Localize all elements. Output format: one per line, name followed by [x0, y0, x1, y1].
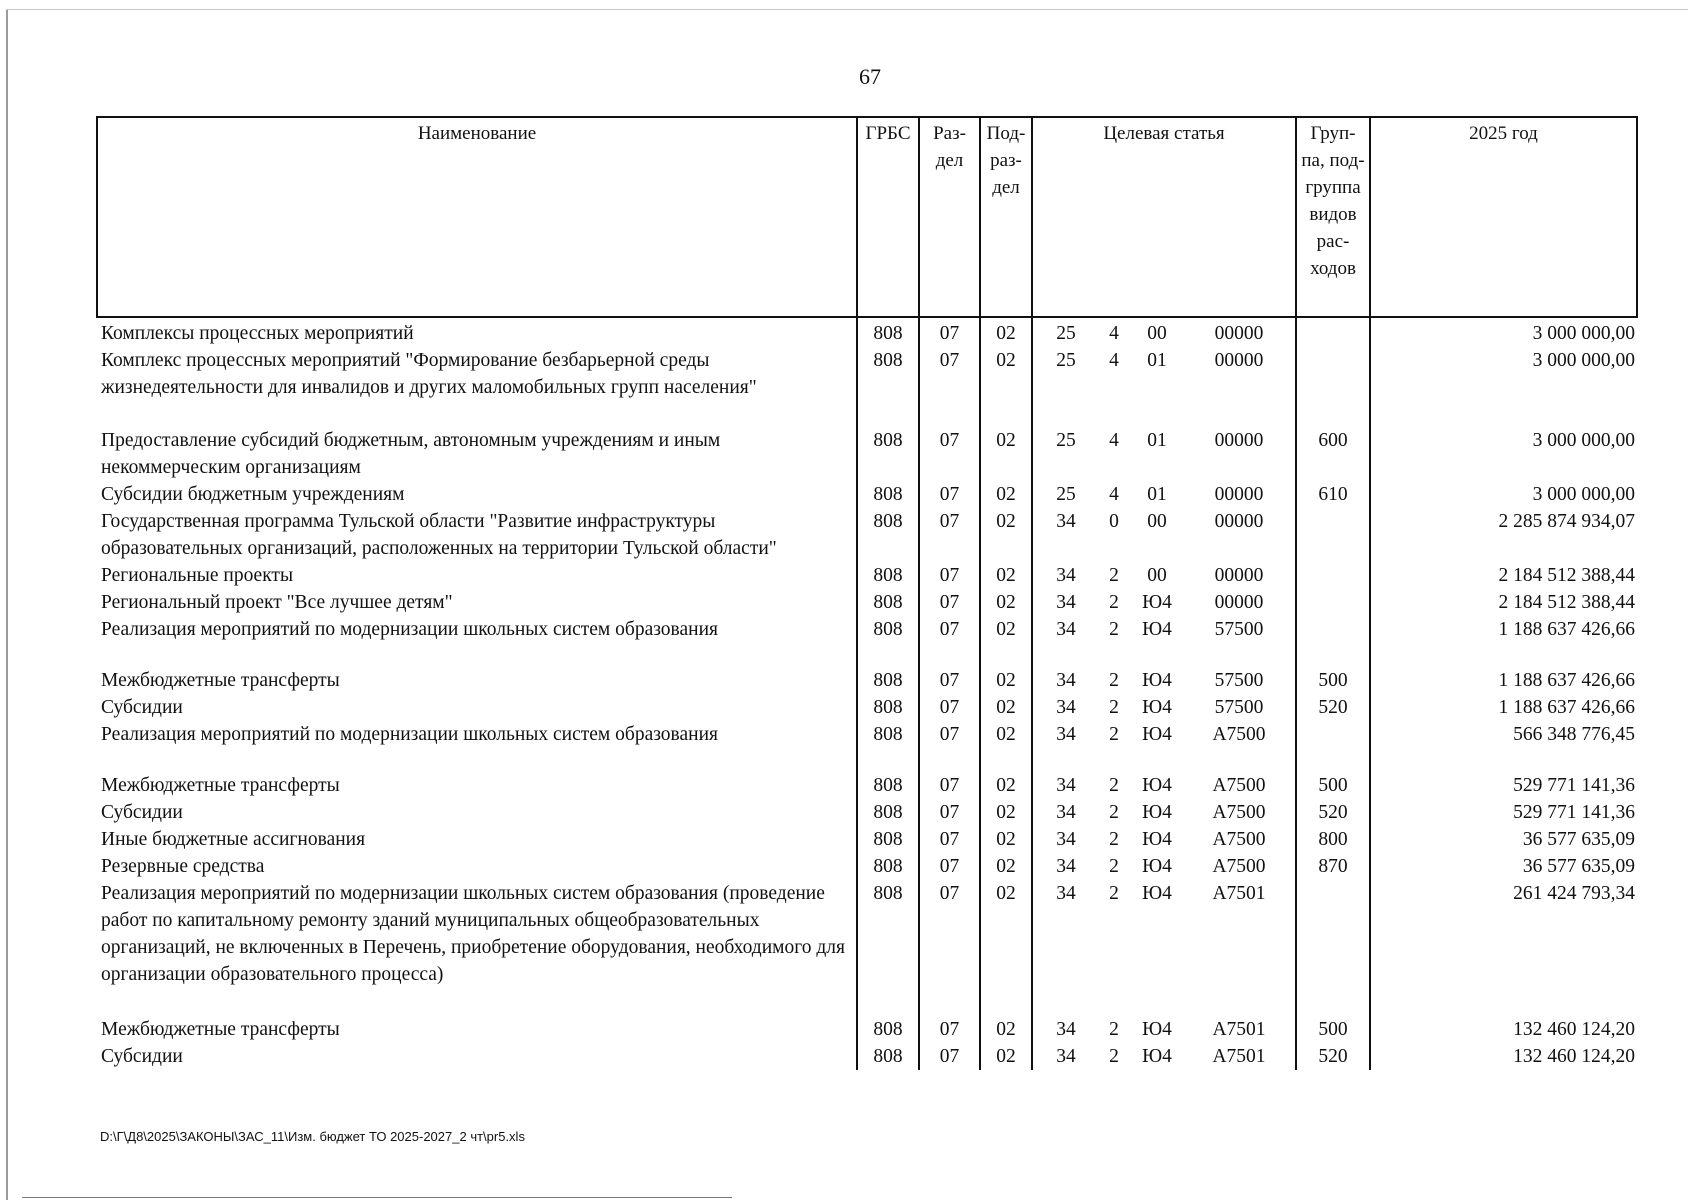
row-grbs: 808	[857, 1016, 919, 1043]
spacer-cell	[980, 401, 1032, 427]
target-article-t4: 00000	[1214, 323, 1264, 344]
target-article-t1: 34	[1056, 883, 1076, 904]
table-row	[97, 880, 1637, 988]
table-row	[97, 589, 1637, 616]
target-article-t2: 2	[1109, 619, 1119, 640]
spacer-cell	[1296, 643, 1370, 667]
row-podrazdel: 02	[980, 427, 1032, 481]
target-article-t2: 4	[1109, 430, 1119, 451]
target-article-t1: 34	[1056, 619, 1076, 640]
row-group	[1296, 317, 1370, 347]
target-article-t3: 00	[1147, 565, 1167, 586]
target-article-t4: 57500	[1214, 619, 1264, 640]
header-grbs	[857, 117, 919, 317]
target-article-t2: 2	[1109, 592, 1119, 613]
row-podrazdel: 02	[980, 826, 1032, 853]
row-razdel: 07	[919, 589, 980, 616]
row-grbs: 808	[857, 826, 919, 853]
row-razdel: 07	[919, 853, 980, 880]
row-group: 520	[1296, 799, 1370, 826]
spacer-cell	[97, 988, 857, 1016]
target-article-parts	[1033, 427, 1295, 454]
table-row	[97, 481, 1637, 508]
row-podrazdel: 02	[980, 880, 1032, 988]
row-grbs: 808	[857, 427, 919, 481]
row-target-article	[1032, 347, 1296, 401]
target-article-t3: Ю4	[1142, 697, 1172, 718]
row-name: Комплексы процессных мероприятий	[97, 317, 857, 347]
table-row	[97, 427, 1637, 481]
row-grbs: 808	[857, 721, 919, 748]
row-podrazdel: 02	[980, 347, 1032, 401]
row-group: 610	[1296, 481, 1370, 508]
target-article-t4: А7500	[1212, 775, 1266, 796]
row-amount: 36 577 635,09	[1370, 853, 1637, 880]
row-group: 520	[1296, 694, 1370, 721]
target-article-t1: 34	[1056, 511, 1076, 532]
target-article-t3: Ю4	[1142, 1019, 1172, 1040]
row-group	[1296, 589, 1370, 616]
header-target-label: Целевая статья	[1103, 123, 1225, 144]
target-article-t1: 34	[1056, 1019, 1076, 1040]
spacer-cell	[919, 748, 980, 772]
row-razdel: 07	[919, 1043, 980, 1070]
target-article-t4: 57500	[1214, 670, 1264, 691]
target-article-parts	[1033, 481, 1295, 508]
row-grbs: 808	[857, 616, 919, 643]
target-article-t3: 00	[1147, 511, 1167, 532]
row-podrazdel: 02	[980, 562, 1032, 589]
row-podrazdel: 02	[980, 694, 1032, 721]
row-razdel: 07	[919, 721, 980, 748]
spacer-cell	[1370, 748, 1637, 772]
row-target-article	[1032, 508, 1296, 562]
target-article-t4: 00000	[1214, 511, 1264, 532]
table-row	[97, 853, 1637, 880]
row-target-article	[1032, 880, 1296, 988]
target-article-parts	[1033, 320, 1295, 347]
row-razdel: 07	[919, 667, 980, 694]
row-razdel: 07	[919, 562, 980, 589]
row-target-article	[1032, 853, 1296, 880]
target-article-parts	[1033, 616, 1295, 643]
target-article-t1: 25	[1056, 350, 1076, 371]
spacer-cell	[919, 988, 980, 1016]
target-article-t3: Ю4	[1142, 724, 1172, 745]
target-article-t4: А7500	[1212, 829, 1266, 850]
row-amount: 36 577 635,09	[1370, 826, 1637, 853]
row-group	[1296, 562, 1370, 589]
row-grbs: 808	[857, 562, 919, 589]
row-razdel: 07	[919, 317, 980, 347]
target-article-parts	[1033, 694, 1295, 721]
spacer-cell	[97, 643, 857, 667]
row-grbs: 808	[857, 347, 919, 401]
row-podrazdel: 02	[980, 667, 1032, 694]
row-target-article	[1032, 667, 1296, 694]
header-grbs-label: ГРБС	[865, 123, 911, 144]
target-article-t3: Ю4	[1142, 802, 1172, 823]
spacer-cell	[1032, 643, 1296, 667]
target-article-t3: 00	[1147, 323, 1167, 344]
row-amount: 529 771 141,36	[1370, 772, 1637, 799]
spacer-cell	[1370, 643, 1637, 667]
row-amount: 3 000 000,00	[1370, 347, 1637, 401]
row-podrazdel: 02	[980, 589, 1032, 616]
spacer-cell	[1032, 401, 1296, 427]
scan-edge-left	[6, 10, 8, 1200]
target-article-t3: Ю4	[1142, 829, 1172, 850]
target-article-t2: 4	[1109, 350, 1119, 371]
spacer-cell	[857, 401, 919, 427]
target-article-t4: А7500	[1212, 856, 1266, 877]
row-name: Субсидии бюджетным учреждениям	[97, 481, 857, 508]
row-name: Субсидии	[97, 1043, 857, 1070]
target-article-t3: 01	[1147, 350, 1167, 371]
target-article-t1: 34	[1056, 1046, 1076, 1067]
row-podrazdel: 02	[980, 853, 1032, 880]
spacer-cell	[919, 401, 980, 427]
target-article-t2: 2	[1109, 775, 1119, 796]
row-name: Межбюджетные трансферты	[97, 667, 857, 694]
table-row	[97, 616, 1637, 643]
header-podrazdel-label: Под- раз- дел	[986, 123, 1026, 198]
target-article-t2: 2	[1109, 1046, 1119, 1067]
header-razdel-label: Раз- дел	[933, 123, 966, 171]
target-article-t4: А7501	[1212, 1046, 1266, 1067]
spacer-cell	[980, 748, 1032, 772]
row-group	[1296, 508, 1370, 562]
target-article-t2: 2	[1109, 724, 1119, 745]
table-row	[97, 317, 1637, 347]
row-name: Региональные проекты	[97, 562, 857, 589]
target-article-parts	[1033, 721, 1295, 748]
target-article-t1: 25	[1056, 323, 1076, 344]
row-target-article	[1032, 799, 1296, 826]
row-razdel: 07	[919, 826, 980, 853]
row-razdel: 07	[919, 694, 980, 721]
row-grbs: 808	[857, 880, 919, 988]
row-group	[1296, 880, 1370, 988]
target-article-parts	[1033, 1016, 1295, 1043]
row-name: Региональный проект "Все лучшее детям"	[97, 589, 857, 616]
row-target-article	[1032, 427, 1296, 481]
spacer-cell	[1296, 748, 1370, 772]
row-target-article	[1032, 562, 1296, 589]
row-name: Предоставление субсидий бюджетным, автономным учреждениям и иным некоммерческим организациям	[97, 427, 857, 481]
target-article-t2: 2	[1109, 697, 1119, 718]
row-razdel: 07	[919, 481, 980, 508]
target-article-t3: Ю4	[1142, 856, 1172, 877]
page-number: 67	[859, 64, 881, 89]
row-amount: 566 348 776,45	[1370, 721, 1637, 748]
row-podrazdel: 02	[980, 616, 1032, 643]
row-grbs: 808	[857, 1043, 919, 1070]
table-body	[97, 317, 1637, 1070]
row-group: 500	[1296, 772, 1370, 799]
row-name: Комплекс процессных мероприятий "Формирование безбарьерной среды жизнедеятельности для инвалидов и других маломобильных групп населения"	[97, 347, 857, 401]
target-article-t1: 25	[1056, 484, 1076, 505]
target-article-t1: 34	[1056, 592, 1076, 613]
row-group	[1296, 347, 1370, 401]
row-name: Межбюджетные трансферты	[97, 772, 857, 799]
row-name: Государственная программа Тульской области "Развитие инфраструктуры образовательных организаций, расположенных на территории Тульской области"	[97, 508, 857, 562]
spacer-cell	[857, 988, 919, 1016]
row-target-article	[1032, 772, 1296, 799]
row-target-article	[1032, 1043, 1296, 1070]
target-article-t3: Ю4	[1142, 883, 1172, 904]
target-article-t2: 2	[1109, 565, 1119, 586]
target-article-t2: 2	[1109, 883, 1119, 904]
table-header-row	[97, 117, 1637, 317]
row-target-article	[1032, 589, 1296, 616]
row-grbs: 808	[857, 481, 919, 508]
row-spacer	[97, 748, 1637, 772]
target-article-t2: 2	[1109, 829, 1119, 850]
row-group: 520	[1296, 1043, 1370, 1070]
spacer-cell	[980, 643, 1032, 667]
row-name: Реализация мероприятий по модернизации школьных систем образования (проведение работ по капитальному ремонту зданий муниципальных общеобразовательных организаций, не включенных в Перечень, приобретение оборудования, необходимого для организации образовательного процесса)	[97, 880, 857, 988]
header-name	[97, 117, 857, 317]
target-article-t2: 2	[1109, 856, 1119, 877]
row-podrazdel: 02	[980, 772, 1032, 799]
target-article-t3: Ю4	[1142, 1046, 1172, 1067]
table-row	[97, 799, 1637, 826]
target-article-parts	[1033, 826, 1295, 853]
row-name: Иные бюджетные ассигнования	[97, 826, 857, 853]
target-article-t3: Ю4	[1142, 619, 1172, 640]
spacer-cell	[1032, 988, 1296, 1016]
row-group	[1296, 721, 1370, 748]
target-article-parts	[1033, 667, 1295, 694]
spacer-cell	[857, 643, 919, 667]
row-group: 870	[1296, 853, 1370, 880]
row-name: Межбюджетные трансферты	[97, 1016, 857, 1043]
target-article-t4: 00000	[1214, 484, 1264, 505]
header-target	[1032, 117, 1296, 317]
row-target-article	[1032, 721, 1296, 748]
target-article-t3: Ю4	[1142, 592, 1172, 613]
table-row	[97, 826, 1637, 853]
row-spacer	[97, 401, 1637, 427]
row-spacer	[97, 643, 1637, 667]
row-amount: 2 184 512 388,44	[1370, 589, 1637, 616]
target-article-t4: 00000	[1214, 350, 1264, 371]
row-razdel: 07	[919, 616, 980, 643]
row-podrazdel: 02	[980, 508, 1032, 562]
spacer-cell	[1370, 988, 1637, 1016]
row-amount: 1 188 637 426,66	[1370, 667, 1637, 694]
row-group: 600	[1296, 427, 1370, 481]
row-name: Субсидии	[97, 799, 857, 826]
table-row	[97, 694, 1637, 721]
target-article-t2: 2	[1109, 670, 1119, 691]
row-podrazdel: 02	[980, 317, 1032, 347]
spacer-cell	[857, 748, 919, 772]
spacer-cell	[97, 748, 857, 772]
target-article-t2: 4	[1109, 323, 1119, 344]
target-article-t1: 34	[1056, 724, 1076, 745]
budget-table	[96, 116, 1638, 1070]
target-article-parts	[1033, 799, 1295, 826]
target-article-t4: 00000	[1214, 592, 1264, 613]
bottom-rule	[22, 1197, 732, 1198]
row-grbs: 808	[857, 853, 919, 880]
row-razdel: 07	[919, 508, 980, 562]
row-group: 500	[1296, 667, 1370, 694]
row-grbs: 808	[857, 317, 919, 347]
target-article-t3: 01	[1147, 430, 1167, 451]
row-target-article	[1032, 317, 1296, 347]
spacer-cell	[1032, 748, 1296, 772]
target-article-t2: 4	[1109, 484, 1119, 505]
spacer-cell	[97, 401, 857, 427]
row-amount: 132 460 124,20	[1370, 1016, 1637, 1043]
target-article-t4: А7500	[1212, 802, 1266, 823]
row-grbs: 808	[857, 799, 919, 826]
scan-edge-top	[6, 9, 1688, 10]
target-article-t3: 01	[1147, 484, 1167, 505]
row-name: Реализация мероприятий по модернизации школьных систем образования	[97, 616, 857, 643]
header-amount	[1370, 117, 1637, 317]
table-row	[97, 562, 1637, 589]
row-grbs: 808	[857, 667, 919, 694]
target-article-parts	[1033, 880, 1295, 907]
target-article-t1: 34	[1056, 802, 1076, 823]
spacer-cell	[1370, 401, 1637, 427]
row-grbs: 808	[857, 508, 919, 562]
target-article-parts	[1033, 1043, 1295, 1070]
row-razdel: 07	[919, 1016, 980, 1043]
row-podrazdel: 02	[980, 721, 1032, 748]
target-article-t1: 34	[1056, 670, 1076, 691]
table-row	[97, 1043, 1637, 1070]
target-article-t1: 34	[1056, 775, 1076, 796]
row-target-article	[1032, 1016, 1296, 1043]
row-name: Субсидии	[97, 694, 857, 721]
target-article-t2: 2	[1109, 802, 1119, 823]
header-razdel	[919, 117, 980, 317]
target-article-t3: Ю4	[1142, 670, 1172, 691]
row-razdel: 07	[919, 772, 980, 799]
target-article-t4: 57500	[1214, 697, 1264, 718]
row-amount: 1 188 637 426,66	[1370, 616, 1637, 643]
row-podrazdel: 02	[980, 1043, 1032, 1070]
table-row	[97, 772, 1637, 799]
target-article-t1: 34	[1056, 856, 1076, 877]
header-podrazdel	[980, 117, 1032, 317]
row-podrazdel: 02	[980, 1016, 1032, 1043]
spacer-cell	[919, 643, 980, 667]
table-row	[97, 667, 1637, 694]
target-article-t1: 34	[1056, 697, 1076, 718]
row-target-article	[1032, 694, 1296, 721]
target-article-parts	[1033, 772, 1295, 799]
footer-file-path: D:\Г\Д8\2025\ЗАКОНЫ\ЗАС_11\Изм. бюджет ТО 2025-2027_2 чт\pr5.xls	[100, 1129, 525, 1144]
row-grbs: 808	[857, 694, 919, 721]
row-razdel: 07	[919, 427, 980, 481]
target-article-parts	[1033, 589, 1295, 616]
row-grbs: 808	[857, 772, 919, 799]
row-amount: 132 460 124,20	[1370, 1043, 1637, 1070]
row-target-article	[1032, 826, 1296, 853]
table-row	[97, 721, 1637, 748]
row-target-article	[1032, 481, 1296, 508]
header-amount-label: 2025 год	[1469, 123, 1538, 144]
target-article-t4: А7501	[1212, 1019, 1266, 1040]
target-article-parts	[1033, 508, 1295, 535]
target-article-t4: А7500	[1212, 724, 1266, 745]
target-article-t1: 34	[1056, 565, 1076, 586]
row-amount: 1 188 637 426,66	[1370, 694, 1637, 721]
row-target-article	[1032, 616, 1296, 643]
row-name: Реализация мероприятий по модернизации школьных систем образования	[97, 721, 857, 748]
target-article-t2: 2	[1109, 1019, 1119, 1040]
table-row	[97, 347, 1637, 401]
target-article-parts	[1033, 347, 1295, 374]
row-grbs: 808	[857, 589, 919, 616]
target-article-parts	[1033, 853, 1295, 880]
row-amount: 3 000 000,00	[1370, 481, 1637, 508]
target-article-parts	[1033, 562, 1295, 589]
row-razdel: 07	[919, 799, 980, 826]
target-article-t4: 00000	[1214, 430, 1264, 451]
row-amount: 529 771 141,36	[1370, 799, 1637, 826]
target-article-t3: Ю4	[1142, 775, 1172, 796]
target-article-t1: 25	[1056, 430, 1076, 451]
row-name: Резервные средства	[97, 853, 857, 880]
row-group	[1296, 616, 1370, 643]
spacer-cell	[980, 988, 1032, 1016]
row-amount: 2 285 874 934,07	[1370, 508, 1637, 562]
target-article-t4: 00000	[1214, 565, 1264, 586]
target-article-t4: А7501	[1212, 883, 1266, 904]
row-amount: 3 000 000,00	[1370, 317, 1637, 347]
header-name-label: Наименование	[417, 123, 537, 144]
row-group: 800	[1296, 826, 1370, 853]
table-row	[97, 1016, 1637, 1043]
spacer-cell	[1296, 988, 1370, 1016]
spacer-cell	[1296, 401, 1370, 427]
row-podrazdel: 02	[980, 799, 1032, 826]
header-group	[1296, 117, 1370, 317]
row-amount: 2 184 512 388,44	[1370, 562, 1637, 589]
row-razdel: 07	[919, 347, 980, 401]
target-article-t2: 0	[1109, 511, 1119, 532]
row-spacer	[97, 988, 1637, 1016]
row-amount: 3 000 000,00	[1370, 427, 1637, 481]
row-amount: 261 424 793,34	[1370, 880, 1637, 988]
header-group-label: Груп- па, под- группа видов рас- ходов	[1301, 123, 1365, 279]
row-razdel: 07	[919, 880, 980, 988]
row-podrazdel: 02	[980, 481, 1032, 508]
target-article-t1: 34	[1056, 829, 1076, 850]
row-group: 500	[1296, 1016, 1370, 1043]
table-row	[97, 508, 1637, 562]
